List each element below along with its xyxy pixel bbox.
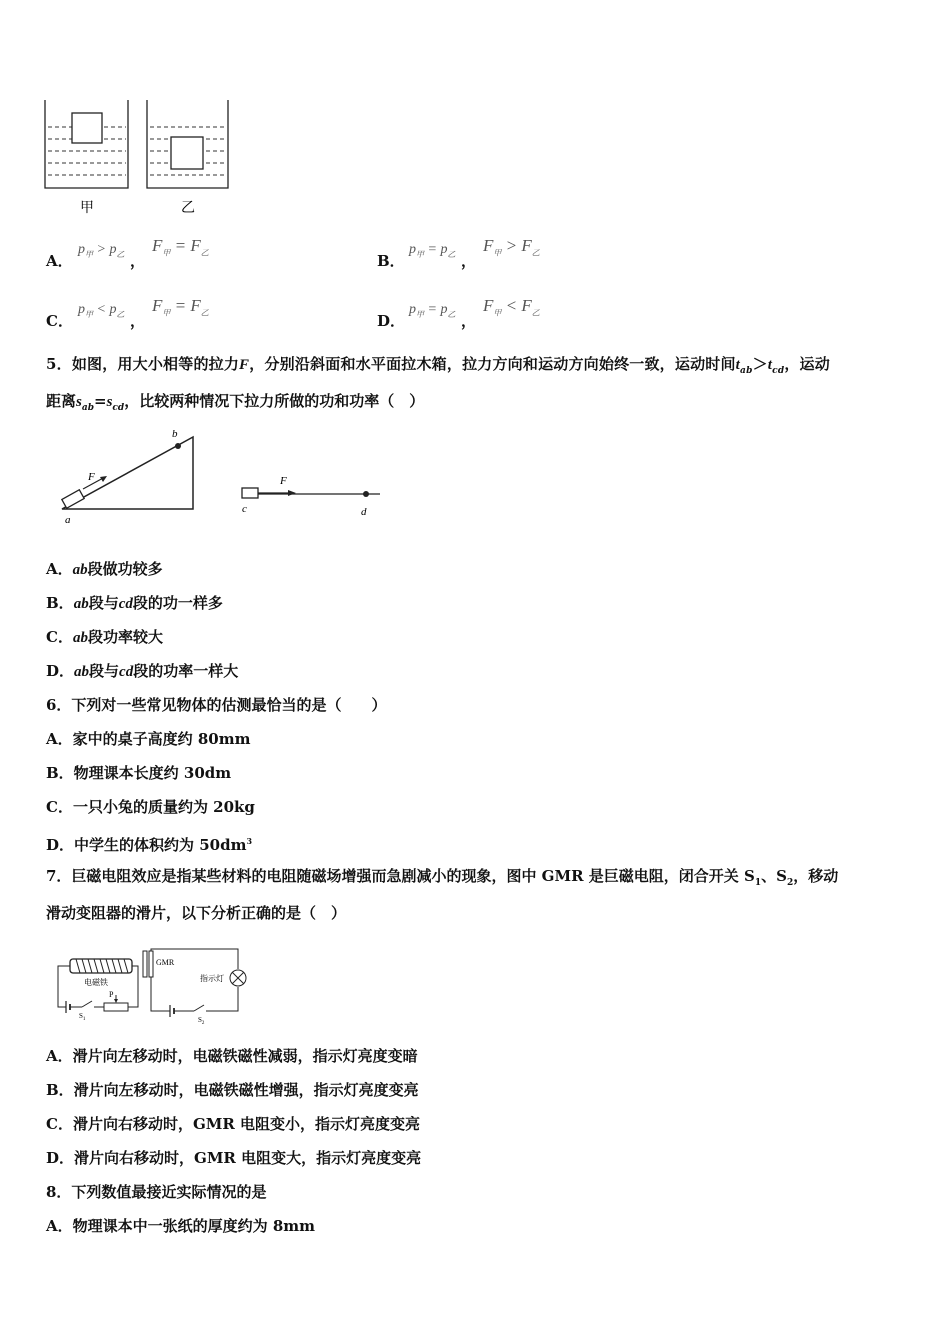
label-gmr: GMR: [156, 958, 175, 967]
label-a: a: [65, 514, 71, 526]
option-label: B．: [377, 252, 405, 270]
label-s2: $S_2$: [198, 1016, 205, 1026]
q5-stem-line1: 5．如图，用大小相等的拉力F，分别沿斜面和水平面拉木箱，拉力方向和运动方向始终一致，运动时间$t_{ab}>t_{cd}$，运动: [46, 355, 830, 376]
q5-option-c: C．ab段功率较大: [46, 628, 163, 646]
label-p: P: [109, 990, 114, 999]
q4-option-d: D． $p_甲 = p_乙$ ， $F_甲 < F_乙$: [377, 296, 540, 330]
label-c: c: [242, 503, 247, 515]
q4-option-b: B． $p_甲 = p_乙$ ， $F_甲 > F_乙$: [377, 236, 540, 270]
q7-option-d: D．滑片向右移动时，GMR 电阻变大，指示灯亮度变亮: [46, 1149, 422, 1167]
containers-figure: [40, 95, 240, 220]
q6-option-b: B．物理课本长度约 30dm: [46, 764, 232, 782]
label-electromagnet: 电磁铁: [84, 978, 108, 987]
label-F2: F: [280, 475, 287, 487]
q7-option-b: B．滑片向左移动时，电磁铁磁性增强，指示灯亮度变亮: [46, 1081, 419, 1099]
option-label: C．: [46, 312, 73, 330]
q5-option-a: A．ab段做功较多: [46, 560, 163, 578]
label-s1: $S_1$: [79, 1012, 86, 1022]
q7-option-a: A．滑片向左移动时，电磁铁磁性减弱，指示灯亮度变暗: [46, 1047, 418, 1065]
q5-stem-line2: 距离$s_{ab}=s_{cd}$，比较两种情况下拉力所做的功和功率（ ）: [46, 392, 425, 413]
q5-option-b: B．ab段与cd段的功一样多: [46, 594, 223, 612]
label-yi: 乙: [181, 200, 195, 216]
q7-stem-line1: 7．巨磁电阻效应是指某些材料的电阻随磁场增强而急剧减小的现象，图中 GMR 是巨磁电阻，闭合开关 $S_1$、$S_2$，移动: [46, 867, 839, 888]
q8-stem: 8．下列数值最接近实际情况的是: [46, 1183, 267, 1201]
option-label: D．: [377, 312, 406, 330]
label-lamp: 指示灯: [200, 974, 224, 983]
q6-option-a: A．家中的桌子高度约 80mm: [46, 730, 251, 748]
q6-stem: 6．下列对一些常见物体的估测最恰当的是（ ）: [46, 696, 387, 714]
option-label: A．: [46, 252, 73, 270]
q7-option-c: C．滑片向右移动时，GMR 电阻变小，指示灯亮度变亮: [46, 1115, 421, 1133]
label-d: d: [361, 506, 367, 518]
q7-stem-line2: 滑动变阻器的滑片，以下分析正确的是（ ）: [46, 904, 347, 922]
label-jia: 甲: [80, 200, 94, 216]
q4-option-c: C． $p_甲 < p_乙$ ， $F_甲 = F_乙$: [46, 296, 209, 330]
q6-option-d: D．中学生的体积约为 $50dm^3$: [46, 836, 253, 854]
q8-option-a: A．物理课本中一张纸的厚度约为 8mm: [46, 1217, 316, 1235]
q6-option-c: C．一只小兔的质量约为 20kg: [46, 798, 255, 816]
q5-figure: [50, 422, 390, 527]
label-b: b: [172, 428, 178, 440]
label-F1: F: [88, 471, 95, 483]
q5-option-d: D．ab段与cd段的功率一样大: [46, 662, 239, 680]
q4-option-a: A． $p_甲 > p_乙$ ， $F_甲 = F_乙$: [46, 236, 209, 270]
q7-circuit-figure: [52, 945, 257, 1027]
